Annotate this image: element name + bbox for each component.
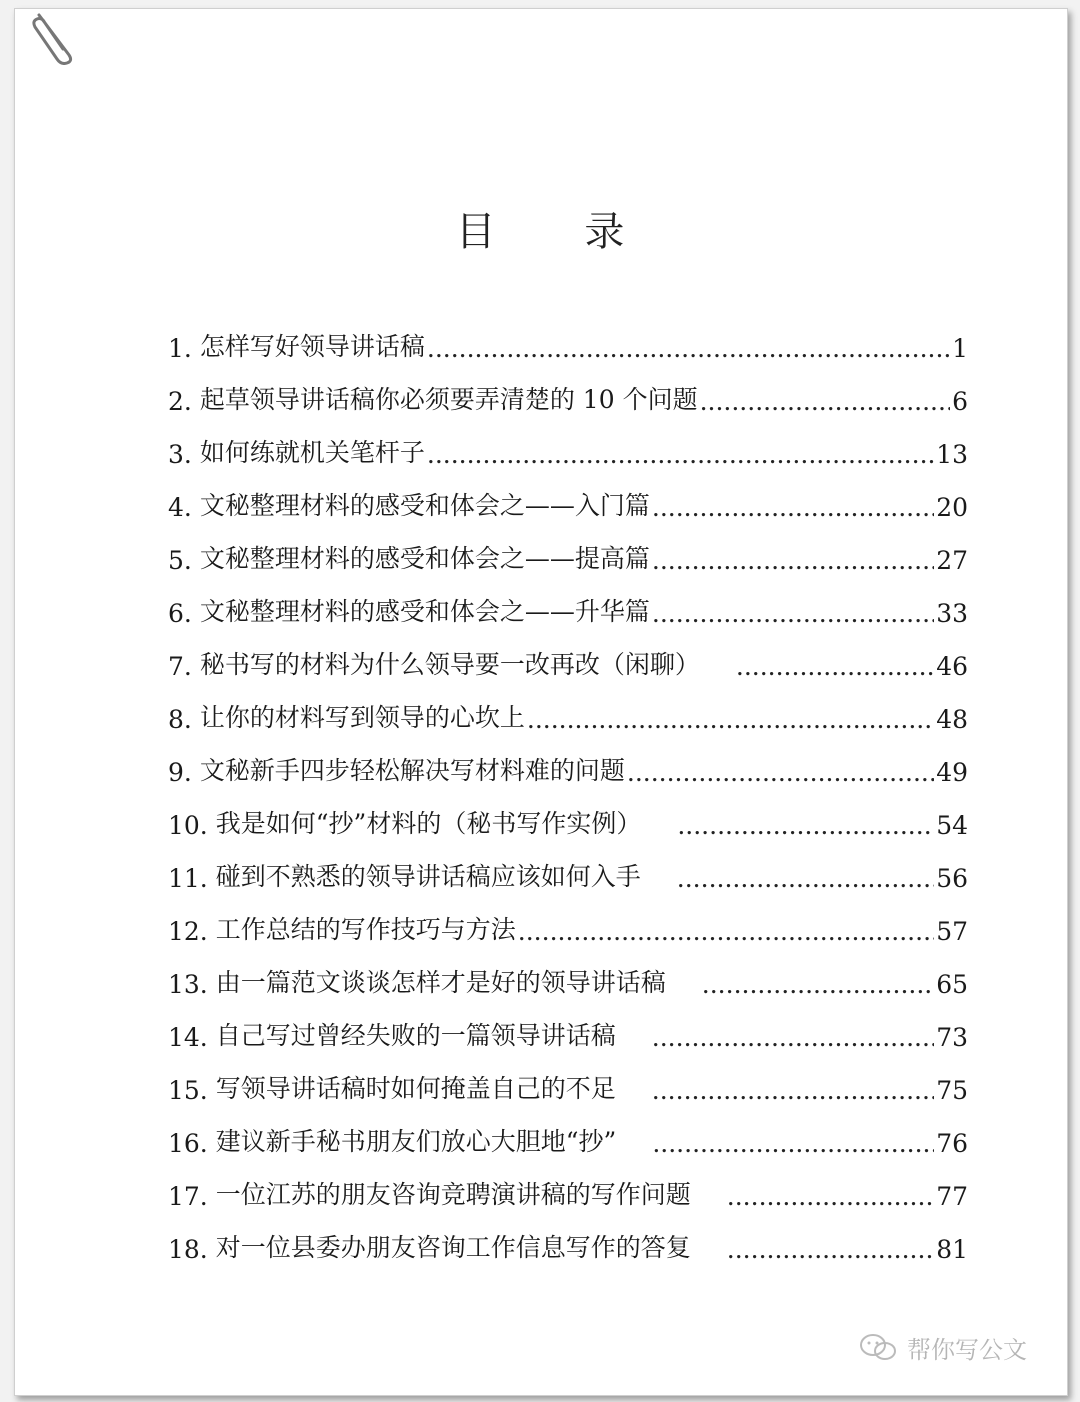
toc-entry-title: 文秘整理材料的感受和体会之——入门篇 [199, 491, 650, 520]
toc-entry-number: 14. [168, 1023, 208, 1052]
toc-entry-title: 一位江苏的朋友咨询竞聘演讲稿的写作问题 [215, 1180, 691, 1209]
toc-dot-leader [736, 652, 934, 681]
toc-entry-page-number: 75 [936, 1076, 968, 1105]
toc-entry[interactable] [168, 628, 968, 681]
toc-entry-title: 由一篇范文谈谈怎样才是好的领导讲话稿 [215, 968, 666, 997]
table-of-contents [168, 310, 968, 1264]
toc-entry-page-number: 54 [936, 811, 968, 840]
toc-entry-number: 10. [168, 811, 208, 840]
toc-entry-title: 自己写过曾经失败的一篇领导讲话稿 [215, 1021, 616, 1050]
toc-dot-leader [700, 387, 951, 416]
toc-entry-number: 18. [168, 1235, 208, 1264]
toc-entry-page-number: 33 [936, 599, 968, 628]
toc-entry[interactable] [168, 310, 968, 363]
toc-entry-number: 12. [168, 917, 208, 946]
toc-dot-leader [652, 1076, 934, 1105]
toc-entry-title: 怎样写好领导讲话稿 [199, 332, 425, 361]
toc-dot-leader [727, 1235, 934, 1264]
toc-dot-leader [727, 1182, 934, 1211]
wechat-icon [859, 1333, 899, 1363]
toc-entry[interactable] [168, 469, 968, 522]
toc-entry[interactable] [168, 1052, 968, 1105]
toc-entry-title: 如何练就机关笔杆子 [199, 438, 425, 467]
toc-entry-number: 8. [168, 705, 192, 734]
toc-dot-leader [677, 811, 934, 840]
toc-entry-page-number: 49 [936, 758, 968, 787]
toc-entry-title: 碰到不熟悉的领导讲话稿应该如何入手 [215, 862, 641, 891]
toc-entry-title: 对一位县委办朋友咨询工作信息写作的答复 [215, 1233, 691, 1262]
toc-entry-number: 13. [168, 970, 208, 999]
toc-dot-leader [652, 546, 934, 575]
toc-entry-number: 5. [168, 546, 192, 575]
toc-entry-page-number: 81 [936, 1235, 968, 1264]
toc-entry-page-number: 20 [936, 493, 968, 522]
toc-dot-leader [427, 440, 934, 469]
toc-entry-number: 15. [168, 1076, 208, 1105]
toc-entry-title: 秘书写的材料为什么领导要一改再改（闲聊） [199, 650, 700, 679]
toc-entry-number: 16. [168, 1129, 208, 1158]
toc-entry-title: 文秘整理材料的感受和体会之——提高篇 [199, 544, 650, 573]
watermark [859, 1330, 1027, 1365]
toc-entry-page-number: 73 [936, 1023, 968, 1052]
toc-entry[interactable] [168, 946, 968, 999]
toc-entry-title: 让你的材料写到领导的心坎上 [199, 703, 525, 732]
toc-entry-number: 3. [168, 440, 192, 469]
toc-entry-page-number: 65 [936, 970, 968, 999]
toc-dot-leader [652, 599, 934, 628]
toc-entry-page-number: 1 [952, 334, 968, 363]
toc-entry-title: 写领导讲话稿时如何掩盖自己的不足 [215, 1074, 616, 1103]
toc-dot-leader [652, 1023, 934, 1052]
toc-dot-leader [652, 1129, 934, 1158]
toc-dot-leader [518, 917, 934, 946]
toc-entry[interactable] [168, 363, 968, 416]
toc-entry-page-number: 56 [936, 864, 968, 893]
toc-entry-title: 工作总结的写作技巧与方法 [215, 915, 516, 944]
toc-entry-page-number: 48 [936, 705, 968, 734]
toc-entry[interactable] [168, 787, 968, 840]
paperclip-icon [29, 9, 79, 65]
toc-entry-title: 我是如何“抄”材料的（秘书写作实例） [215, 809, 642, 838]
toc-title: 目 录 [455, 209, 663, 255]
toc-entry[interactable] [168, 1158, 968, 1211]
toc-entry-page-number: 46 [936, 652, 968, 681]
toc-entry-title: 建议新手秘书朋友们放心大胆地“抄” [215, 1127, 617, 1156]
toc-entry-number: 1. [168, 334, 192, 363]
toc-entry-page-number: 6 [952, 387, 968, 416]
toc-dot-leader [652, 493, 934, 522]
toc-entry[interactable] [168, 681, 968, 734]
toc-entry[interactable] [168, 522, 968, 575]
toc-dot-leader [677, 864, 934, 893]
toc-entry[interactable] [168, 893, 968, 946]
toc-entry-number: 2. [168, 387, 192, 416]
toc-entry-number: 17. [168, 1182, 208, 1211]
toc-dot-leader [627, 758, 934, 787]
toc-entry-page-number: 76 [936, 1129, 968, 1158]
toc-entry-title: 起草领导讲话稿你必须要弄清楚的 10 个问题 [199, 385, 698, 414]
toc-entry-page-number: 57 [936, 917, 968, 946]
toc-dot-leader [702, 970, 934, 999]
toc-entry-title: 文秘整理材料的感受和体会之——升华篇 [199, 597, 650, 626]
toc-dot-leader [427, 334, 950, 363]
toc-entry-page-number: 77 [936, 1182, 968, 1211]
toc-entry[interactable] [168, 1105, 968, 1158]
toc-entry[interactable] [168, 840, 968, 893]
toc-entry-number: 7. [168, 652, 192, 681]
watermark-text: 帮你写公文 [907, 1336, 1027, 1364]
toc-entry-number: 9. [168, 758, 192, 787]
toc-entry-page-number: 27 [936, 546, 968, 575]
toc-entry-page-number: 13 [936, 440, 968, 469]
toc-entry-number: 11. [168, 864, 208, 893]
toc-entry[interactable] [168, 1211, 968, 1264]
toc-entry-title: 文秘新手四步轻松解决写材料难的问题 [199, 756, 625, 785]
toc-entry-number: 6. [168, 599, 192, 628]
toc-dot-leader [527, 705, 934, 734]
toc-entry[interactable] [168, 416, 968, 469]
toc-entry-number: 4. [168, 493, 192, 522]
toc-entry[interactable] [168, 999, 968, 1052]
toc-entry[interactable] [168, 575, 968, 628]
toc-entry[interactable] [168, 734, 968, 787]
